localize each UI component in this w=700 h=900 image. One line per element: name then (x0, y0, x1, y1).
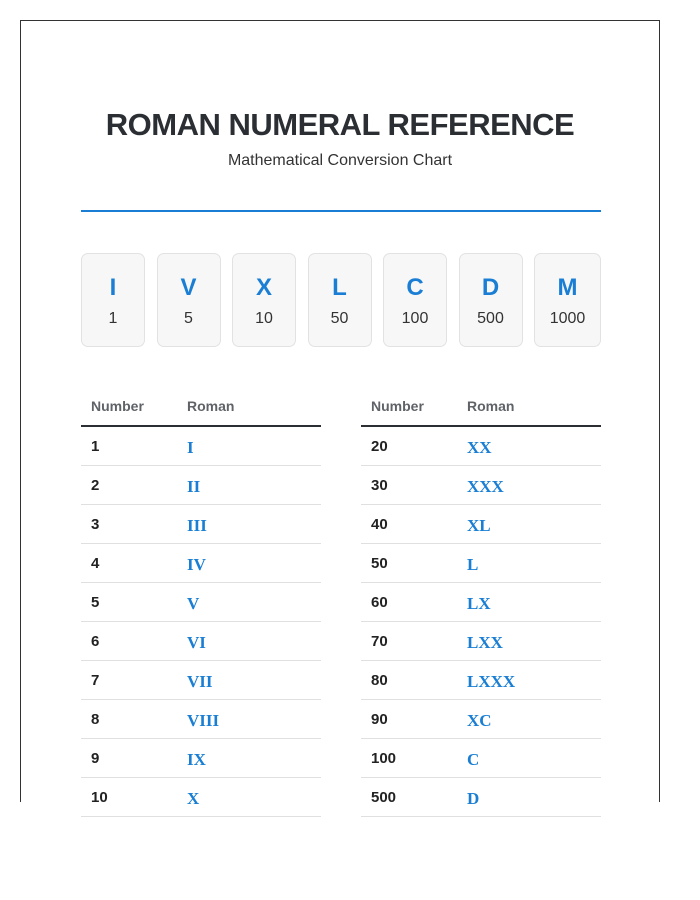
roman-cell: L (457, 544, 601, 583)
number-cell: 2 (81, 466, 177, 505)
roman-cell: III (177, 505, 321, 544)
roman-cell: XX (457, 426, 601, 466)
symbol-card-d (459, 253, 523, 347)
symbol: X (255, 274, 272, 301)
number-cell: 500 (361, 778, 457, 817)
number-cell: 10 (81, 778, 177, 817)
roman-cell: XXX (457, 466, 601, 505)
page-subtitle: Mathematical Conversion Chart (227, 152, 453, 169)
number-cell: 8 (81, 700, 177, 739)
symbol-cards (81, 253, 601, 349)
roman-cell: VI (177, 622, 321, 661)
table-row (81, 622, 321, 661)
column-header-number: Number (361, 387, 457, 426)
symbol-value: 10 (255, 310, 273, 327)
symbol: V (180, 274, 197, 301)
table-row (81, 778, 321, 817)
number-cell: 90 (361, 700, 457, 739)
table-row (81, 583, 321, 622)
roman-cell: I (177, 426, 321, 466)
symbol-value: 5 (184, 310, 193, 327)
roman-cell: IV (177, 544, 321, 583)
table-header-row (361, 387, 601, 426)
symbol-card-i (81, 253, 145, 347)
symbol-value: 50 (330, 310, 349, 327)
roman-cell: XL (457, 505, 601, 544)
table-row (81, 739, 321, 778)
symbol: I (109, 274, 117, 301)
table-row (361, 544, 601, 583)
number-cell: 40 (361, 505, 457, 544)
symbol-card-v (157, 253, 221, 347)
symbol-card-x (232, 253, 296, 347)
number-cell: 80 (361, 661, 457, 700)
number-cell: 100 (361, 739, 457, 778)
table-row (361, 700, 601, 739)
title-divider (81, 210, 601, 212)
roman-cell: XC (457, 700, 601, 739)
reference-page (20, 20, 660, 808)
table-row (81, 505, 321, 544)
roman-cell: LXX (457, 622, 601, 661)
roman-cell: D (457, 778, 601, 817)
table-row (361, 661, 601, 700)
roman-cell: X (177, 778, 321, 817)
number-cell: 4 (81, 544, 177, 583)
symbol-card-m (534, 253, 601, 347)
number-cell: 60 (361, 583, 457, 622)
number-cell: 9 (81, 739, 177, 778)
roman-cell: LXXX (457, 661, 601, 700)
symbol-value: 1000 (549, 310, 586, 327)
number-cell: 7 (81, 661, 177, 700)
table-row (81, 426, 321, 466)
roman-cell: IX (177, 739, 321, 778)
roman-cell: VII (177, 661, 321, 700)
roman-cell: C (457, 739, 601, 778)
table-row (361, 778, 601, 817)
number-cell: 6 (81, 622, 177, 661)
table-row (361, 739, 601, 778)
symbol: L (332, 274, 347, 301)
conversion-table-20-to-500 (361, 387, 601, 817)
symbol-value: 500 (477, 310, 504, 327)
conversion-table-1-to-10 (81, 387, 321, 817)
table-row (361, 622, 601, 661)
number-cell: 20 (361, 426, 457, 466)
table-row (361, 426, 601, 466)
table-row (81, 544, 321, 583)
table-row (81, 661, 321, 700)
column-header-roman: Roman (177, 387, 321, 426)
roman-cell: V (177, 583, 321, 622)
number-cell: 5 (81, 583, 177, 622)
number-cell: 30 (361, 466, 457, 505)
number-cell: 1 (81, 426, 177, 466)
number-cell: 70 (361, 622, 457, 661)
number-cell: 3 (81, 505, 177, 544)
symbol-card-c (383, 253, 447, 347)
symbol: D (481, 274, 500, 301)
symbol: M (557, 274, 578, 301)
roman-cell: II (177, 466, 321, 505)
symbol-card-l (308, 253, 372, 347)
roman-cell: VIII (177, 700, 321, 739)
symbol-value: 1 (108, 310, 118, 327)
column-header-roman: Roman (457, 387, 601, 426)
table-row (361, 583, 601, 622)
roman-cell: LX (457, 583, 601, 622)
table-row (361, 466, 601, 505)
table-row (361, 505, 601, 544)
column-header-number: Number (81, 387, 177, 426)
symbol: C (406, 274, 424, 301)
symbol-value: 100 (401, 310, 429, 327)
page-title: ROMAN NUMERAL REFERENCE (105, 107, 575, 142)
table-row (81, 700, 321, 739)
number-cell: 50 (361, 544, 457, 583)
table-header-row (81, 387, 321, 426)
table-row (81, 466, 321, 505)
